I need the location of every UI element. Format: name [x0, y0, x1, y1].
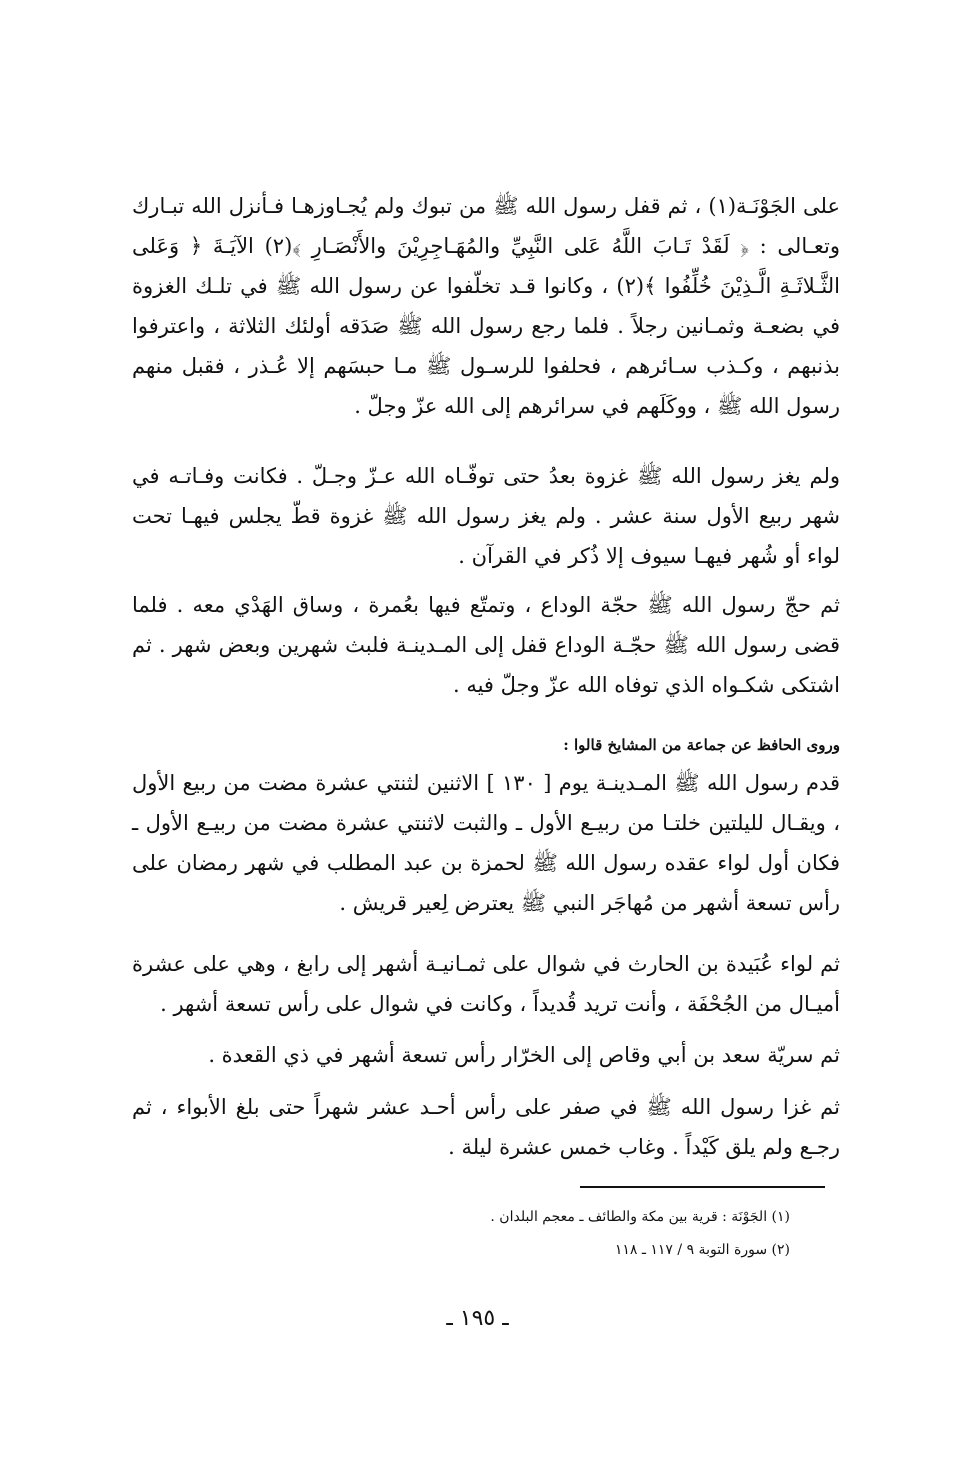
- body-block-5: [132, 944, 840, 1024]
- paragraph-1: على الجَوْنَـة(١) ، ثم قفل رسول الله ﷺ من تبوك ولم يُجـاوزهـا فـأنزل الله تبـارك وتعـالى : ﴿ لَقَدْ تَـابَ اللَّهُ عَلى النَّبِيِّ والمُهَـاجِرِيْنَ والأَنْصَـارِ ﴾(٢) الآيَـةَ ﴿ وَعَلى الثَّـلاثَـةِ الَّـذِيْنَ خُلِّفُوا ﴾(٢) ، وكانوا قـد تخلّفوا عن رسول الله ﷺ في تلـك الغزوة في بضعـة وثمـانين رجلاً . فلما رجع رسول الله ﷺ صَدَقه أولئك الثلاثة ، واعترفوا بذنبهم ، وكـذب سـائرهم ، فحلفوا للرسـول ﷺ مـا حبسَهم إلا عُـذر ، فقبل منهم رسول الله ﷺ ، ووكَلَهم في سرائرهم إلى الله عزّ وجلّ .: [132, 194, 841, 418]
- paragraph-2: ولم يغز رسول الله ﷺ غزوة بعدُ حتى توفّـاه الله عـزّ وجـلّ . فكانت وفـاتـه في شهر ربيع الأول سنة عشر . ولم يغز رسول الله ﷺ غزوة قطّ يجلس فيهـا تحت لواء أو شُهر فيهـا سيوف إلا ذُكر في القرآن .: [132, 464, 840, 568]
- section-heading: وروى الحافظ عن جماعة من المشايخ قالوا :: [563, 736, 840, 754]
- body-block-3: [132, 585, 840, 705]
- body-block-6: [132, 1035, 840, 1075]
- body-block-4: [132, 763, 840, 923]
- footnote-1: (١) الجَوْنَة : قرية بين مكة والطائف ـ معجم البلدان .: [490, 1209, 790, 1225]
- paragraph-3: ثم حجّ رسول الله ﷺ حجّة الوداع ، وتمتّع فيها بعُمرة ، وساق الهَدْي معه . فلما قضى رسول الله ﷺ حجّـة الوداع قفل إلى المـدينـة فلبث شهرين وبعض شهر . ثم اشتكى شكـواه الذي توفاه الله عزّ وجلّ فيه .: [132, 593, 840, 697]
- footnote-2: (٢) سورة التوبة ٩ / ١١٧ ـ ١١٨: [614, 1242, 790, 1258]
- paragraph-4: قدم رسول الله ﷺ المـدينـة يوم [ ١٣٠ ] الاثنين لثنتي عشرة مضت من ربيع الأول ، ويقـال لليلتين خلتـا من ربيـع الأول ـ والثبت لاثنتي عشرة مضت من ربيـع الأول ـ فكان أول لواء عقده رسول الله ﷺ لحمزة بن عبد المطلب في شهر رمضان على رأس تسعة أشهر من مُهاجَر النبي ﷺ يعترض لِعير قريش .: [132, 771, 841, 915]
- page-number: ـ ١٩٥ ـ: [446, 1306, 509, 1331]
- body-block-7: [132, 1087, 840, 1167]
- body-block-2: [132, 456, 840, 576]
- footnote-divider: [580, 1186, 825, 1188]
- paragraph-7: ثم غزا رسول الله ﷺ في صفر على رأس أحـد عشر شهراً حتى بلغ الأبواء ، ثم رجـع ولم يلق كَيْداً . وغاب خمس عشرة ليلة .: [132, 1095, 840, 1159]
- paragraph-6: ثم سريّة سعد بن أبي وقاص إلى الخرّار رأس تسعة أشهر في ذي القعدة .: [208, 1043, 840, 1067]
- body-block-1: [132, 186, 840, 426]
- paragraph-5: ثم لواء عُبَيدة بن الحارث في شوال على ثمـانيـة أشهر إلى رابغ ، وهي على عشرة أميـال من الجُحْفَة ، وأنت تريد قُديداً ، وكانت في شوال على رأس تسعة أشهر .: [132, 952, 840, 1016]
